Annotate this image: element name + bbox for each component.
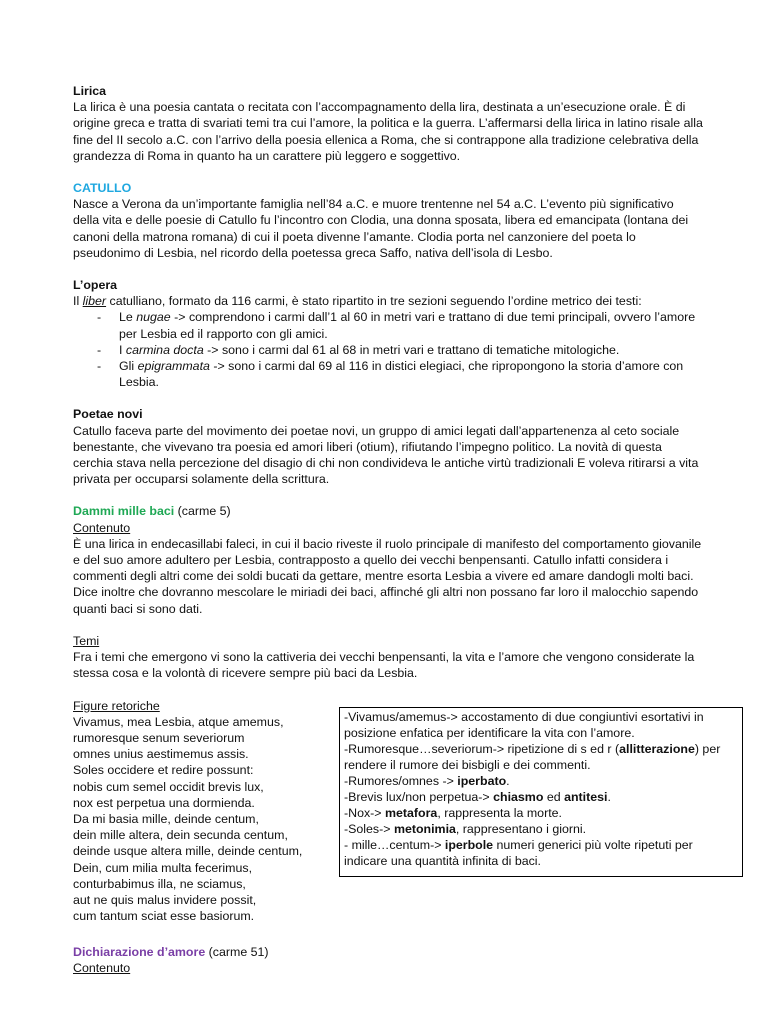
annotation-text: -Soles-> [344,821,394,836]
annotation-text: , rappresenta la morte. [437,805,562,820]
item-text: -> sono i carmi dal 69 al 116 in distici elegiaci, che ripropongono la storia d’amore con Lesbia. [119,359,684,390]
term-antitesi: antitesi [564,789,608,804]
annotation-text: -Rumoresque…severiorum-> ripetizione di s ed r ( [344,741,620,756]
poem-line: dein mille altera, dein secunda centum, [73,828,288,843]
list-item-carmina-docta [119,342,703,358]
poem-line: omnes unius aestimemus assis. [73,747,249,762]
item-prefix: Gli [119,359,138,374]
figure-retoriche-block [73,698,721,944]
heading-lirica: Lirica [73,84,107,98]
annotation-line [344,789,738,805]
heading-dichiarazione-line [73,944,703,960]
poem-line: deinde usque altera mille, deinde centum, [73,844,303,859]
term-iperbole: iperbole [444,837,494,852]
section-dammi-mille-baci [73,503,721,975]
section-opera [73,277,703,390]
paragraph-contenuto: È una lirica in endecasillabi faleci, in cui il bacio riveste il ruolo principale di manifesto del comportamento giovanile e del suo amore adultero per Lesbia, contrapposto a quello dei vecchi benpensanti. Catullo infatti considera i commenti degli altri come dei soldi bucati da gettare, mentre esorta Lesbia a vivere ed amare dandogli molti baci. Dice inoltre che dovranno mescolare le miriadi dei baci, affinché gli altri non possano far loro il malocchio sapendo quanti baci si sono dati. [73,536,702,616]
poem-line: nox est perpetua una dormienda. [73,795,255,810]
poem-line: cum tantum sciat esse basiorum. [73,909,255,924]
annotation-text: . [607,789,611,804]
carme-number: (carme 5) [174,504,231,519]
document-page [73,83,721,976]
item-text: -> comprendono i carmi dall’1 al 60 in metri vari e trattano di due temi principali, ovvero l’amore per Lesbia ed il rapporto con gli amici. [119,310,696,341]
annotation-line [344,773,738,789]
poem-line: Dein, cum milia multa fecerimus, [73,860,253,875]
list-item-nugae [119,309,703,341]
section-dichiarazione [73,944,703,976]
item-prefix: Le [119,310,137,325]
heading-catullo: CATULLO [73,181,132,196]
annotation-text: - mille…centum-> [344,837,445,852]
term-metafora: metafora [384,805,438,820]
paragraph-opera-intro [73,293,703,309]
poem-line: aut ne quis malus invidere possit, [73,892,257,907]
poem-line: nobis cum semel occidit brevis lux, [73,779,264,794]
term-chiasmo: chiasmo [493,789,544,804]
subheading-temi: Temi [73,633,100,648]
intro-text: Il [73,294,83,309]
heading-poetae-novi: Poetae novi [73,407,143,422]
section-catullo [73,180,703,261]
heading-dichiarazione-amore: Dichiarazione d’amore [73,944,206,959]
heading-dammi-line [73,503,703,519]
poem-line: Da mi basia mille, deinde centum, [73,811,259,826]
term-carmina-docta: carmina docta [125,342,204,357]
section-lirica [73,83,703,164]
figures-annotation-box [339,707,743,877]
annotation-text: . [506,773,510,788]
heading-dammi-mille-baci: Dammi mille baci [73,504,175,519]
paragraph-catullo: Nasce a Verona da un’importante famiglia nell’84 a.C. e muore trentenne nel 54 a.C. L’evento più significativo della vita e delle poesie di Catullo fu l’incontro con Clodia, una donna sposata, libera ed emancipata (lontana dei canoni della matrona romana) di cui il poeta divenne l’amante. Clodia porta nel canzoniere del poeta lo pseudonimo di Lesbia, nel ricordo della poetessa greca Saffo, nativa dell’isola di Lesbo. [73,197,689,260]
term-nugae: nugae [136,310,171,325]
opera-list [73,309,703,390]
list-item-epigrammata [119,358,703,390]
poem-line: conturbabimus illa, ne sciamus, [73,876,246,891]
paragraph-temi: Fra i temi che emergono vi sono la cattiveria dei vecchi benpensanti, la vita e l’amore che vengono considerate la stessa cosa e la volontà di ricevere sempre più baci da Lesbia. [73,650,695,681]
carme-number: (carme 51) [205,944,269,959]
term-liber: liber [82,294,107,309]
term-iperbato: iperbato [457,773,507,788]
term-epigrammata: epigrammata [137,359,210,374]
annotation-line [344,741,738,773]
poem-line: Soles occidere et redire possunt: [73,763,254,778]
annotation-line [344,837,738,869]
poem-line: Vivamus, mea Lesbia, atque amemus, [73,714,284,729]
annotation-text: -Rumores/omnes -> [344,773,458,788]
annotation-line [344,821,738,837]
subheading-contenuto-2: Contenuto [73,960,131,975]
annotation-text: -Nox-> [344,805,385,820]
heading-opera: L’opera [73,278,118,293]
annotation-text: -Brevis lux/non perpetua-> [344,789,494,804]
paragraph-poetae-novi: Catullo faceva parte del movimento dei poetae novi, un gruppo di amici legati dall’appartenenza al ceto sociale benestante, che vivevano tra poesia ed amori liberi (otium), rifiutando l’impegno politico. La novità di questa cerchia stava nella percezione del disagio di chi non condivideva le antiche virtù tradizionali E voleva ritirarsi a vita privata per occuparsi solamente della scrittura. [73,423,699,487]
subheading-figure-retoriche: Figure retoriche [73,698,160,713]
paragraph-lirica: La lirica è una poesia cantata o recitata con l’accompagnamento della lira, destinata a un’esecuzione orale. È di origine greca e tratta di svariati temi tra cui l’amore, la politica e la guerra. L’affermarsi della lirica in latino risale alla fine del II secolo a.C. con l’arrivo della poesia ellenica a Roma, che si contrappone alla tradizione celebrativa della grandezza di Roma in quanto ha un carattere più leggero e soggettivo. [73,100,703,163]
annotation-line [344,805,738,821]
item-prefix: I [119,342,126,357]
annotation-text: numeri generici più volte ripetuti per indicare una quantità infinita di baci. [344,837,693,868]
latin-poem [73,698,335,925]
subsection-temi [73,633,703,682]
annotation-text: ed [543,789,565,804]
intro-text-rest: catulliano, formato da 116 carmi, è stato ripartito in tre sezioni seguendo l’ordine metrico dei testi: [106,294,642,309]
poem-line: rumoresque senum severiorum [73,730,245,745]
annotation-text: ) per rendere il rumore dei bisbigli e dei commenti. [344,741,721,772]
subheading-contenuto: Contenuto [73,520,131,535]
item-text: -> sono i carmi dal 61 al 68 in metri vari e trattano di tematiche mitologiche. [203,342,620,357]
annotation-line: -Vivamus/amemus-> accostamento di due congiuntivi esortativi in posizione enfatica per identificare la vita con l’amore. [344,709,704,740]
term-allitterazione: allitterazione [619,741,695,756]
annotation-text: , rappresentano i giorni. [455,821,587,836]
term-metonimia: metonimia [393,821,456,836]
section-poetae-novi [73,406,703,487]
